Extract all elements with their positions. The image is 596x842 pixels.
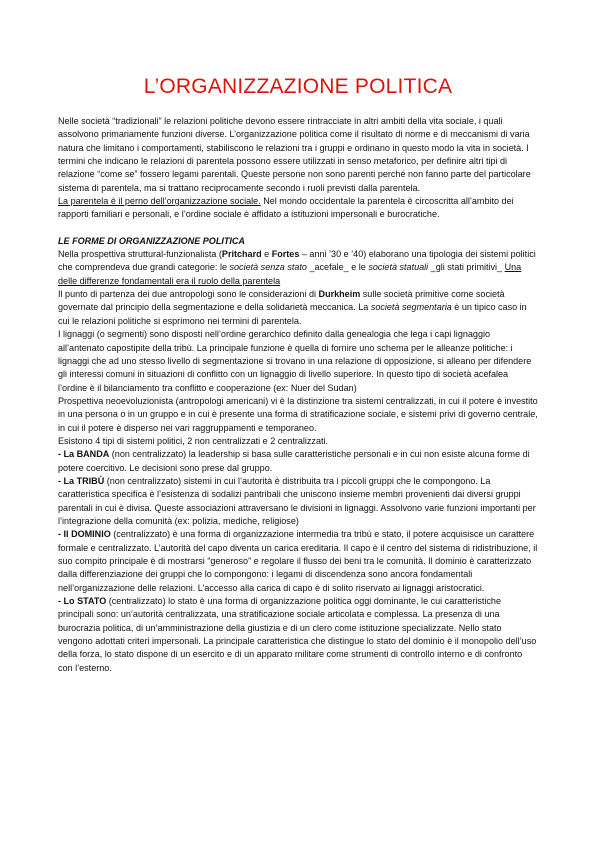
paragraph-neoevoluzionista: Prospettiva neoevoluzionista (antropologi americani) vi è la distinzione tra sistemi centralizzati, in cui il potere è investito in una persona o in un gruppo e in cui è presente una forma di stratificazione sociale, e sistemi privi di governo centrale, in cui il potere è disperso nei vari raggruppamenti e temporaneo.: [58, 395, 538, 433]
section-heading: LE FORME DI ORGANIZZAZIONE POLITICA: [58, 235, 245, 246]
page-title: L’ORGANIZZAZIONE POLITICA: [143, 75, 453, 98]
list-item-banda: - La BANDA (non centralizzato) la leadership si basa sulle caratteristiche personali e in cui non esiste alcuna forme di potere coercitivo. Le decisioni sono prese dal gruppo.: [58, 449, 530, 473]
list-item-stato: - Lo STATO (centralizzato) lo stato è una forma di organizzazione politica oggi dominante, le cui caratteristiche principali sono: un’autorità centralizzata, una stratificazione sociale articolata e complessa. La presenza di una burocrazia politica, di un’amministrazione della giustizia e di un clero come istituzione specializzate. Nello stato vengono adottati criteri impersonali. La principale caratteristica che distingue lo stato del dominio è il monopolio dell’uso della forza, lo stato dispone di un esercito e di un apparato militare come strumenti di controllo interno e di confronto con l’esterno.: [58, 596, 537, 673]
paragraph-durkheim: Il punto di partenza dei due antropologi sono le considerazioni di Durkheim sulle società primitive come società governate dal principio della segmentazione e della solidarietà meccanica. La società segmentaria è un tipico caso in cui le relazioni politiche si esprimono nei termini di parentela.: [58, 289, 527, 326]
document-body: [58, 115, 538, 675]
underlined-statement: La parentela è il perno dell’organizzazione sociale.: [58, 196, 261, 207]
paragraph-struttural-funzionalista: Nella prospettiva struttural-funzionalista (Pritchard e Fortes – anni ’30 e ’40) elaborano una tipologia dei sistemi politici che comprendeva due grandi categorie: le società senza stato _acefale_ e le società statuali _gli stati primitivi_ Una delle differenze fondamentali era il ruolo della parentela: [58, 249, 536, 286]
intro-paragraph-parentela: La parentela è il perno dell’organizzazione sociale. Nel mondo occidentale la parentela è circoscritta all’ambito dei rapporti familiari e personali, e l’ordine sociale è affidato a istituzioni impersonali e burocratiche.: [58, 196, 514, 220]
paragraph-tipi-sistemi: Esistono 4 tipi di sistemi politici, 2 non centralizzati e 2 centralizzati.: [58, 435, 329, 446]
list-item-dominio: - Il DOMINIO (centralizzato) è una forma di organizzazione intermedia tra tribù e stato, il potere acquisisce un carattere formale e centralizzato. L’autorità del capo diventa un carica ereditaria. Il capo è il centro del sistema di ridistribuzione, il suo compito principale è di mostrarsi “generoso” e regolare il flusso dei beni tra le comunità. Il dominio è caratterizzato dalla differenziazione dei gruppi che lo compongono: i legami di discendenza sono ancora fondamentali nell’organizzazione delle relazioni. L’accesso alla carica di capo è di solito riservato ai lignaggi aristocratici.: [58, 529, 538, 593]
paragraph-lignaggi: I lignaggi (o segmenti) sono disposti nell’ordine gerarchico definito dalla genealogia che lega i capi lignaggio all’antenato capostipite della tribù. La principale funzione è quella di fornire uno schema per le alleanze politiche: i lignaggi che ad uno stesso livello di segmentazione si trovano in una relazione di opposizione, si alleano per difendere gli interessi comuni in situazioni di conflitto con un lignaggio di livello superiore. In questo tipo di società acefalea l’ordine è il bilanciamento tra conflitto e cooperazione (ex: Nuer del Sudan): [58, 329, 532, 393]
list-item-tribu: - La TRIBÙ (non centralizzato) sistemi in cui l’autorità è distribuita tra i piccoli gruppi che le compongono. La caratteristica specifica è l’esistenza di sodalizi pantribali che uniscono insieme membri provenienti dai diversi gruppi parentali in cui è divisa. Queste associazioni attraversano le divisioni in lignaggi. Assolvono varie funzioni importanti per l’integrazione della comunità (ex: polizia, mediche, religiose): [58, 475, 536, 526]
paragraph-gap: [58, 222, 538, 235]
intro-paragraph: Nelle società “tradizionali” le relazioni politiche devono essere rintracciate in altri ambiti della vita sociale, i quali assolvono primariamente funzioni diverse. L’organizzazione politica come il risultato di norme e di meccanismi di varia natura che limitano i comportamenti, stabiliscono le relazioni tra i gruppi e ordinano in questo modo la vita in società. I termini che indicano le relazioni di parentela possono essere utilizzati in senso metaforico, per definire altri tipi di relazione “come se” fossero legami parentali. Queste persone non sono parenti perché non fanno parte del particolare sistema di parentela, ma si trattano reciprocamente secondo i ruoli previsti dalla parentela.: [58, 116, 531, 193]
